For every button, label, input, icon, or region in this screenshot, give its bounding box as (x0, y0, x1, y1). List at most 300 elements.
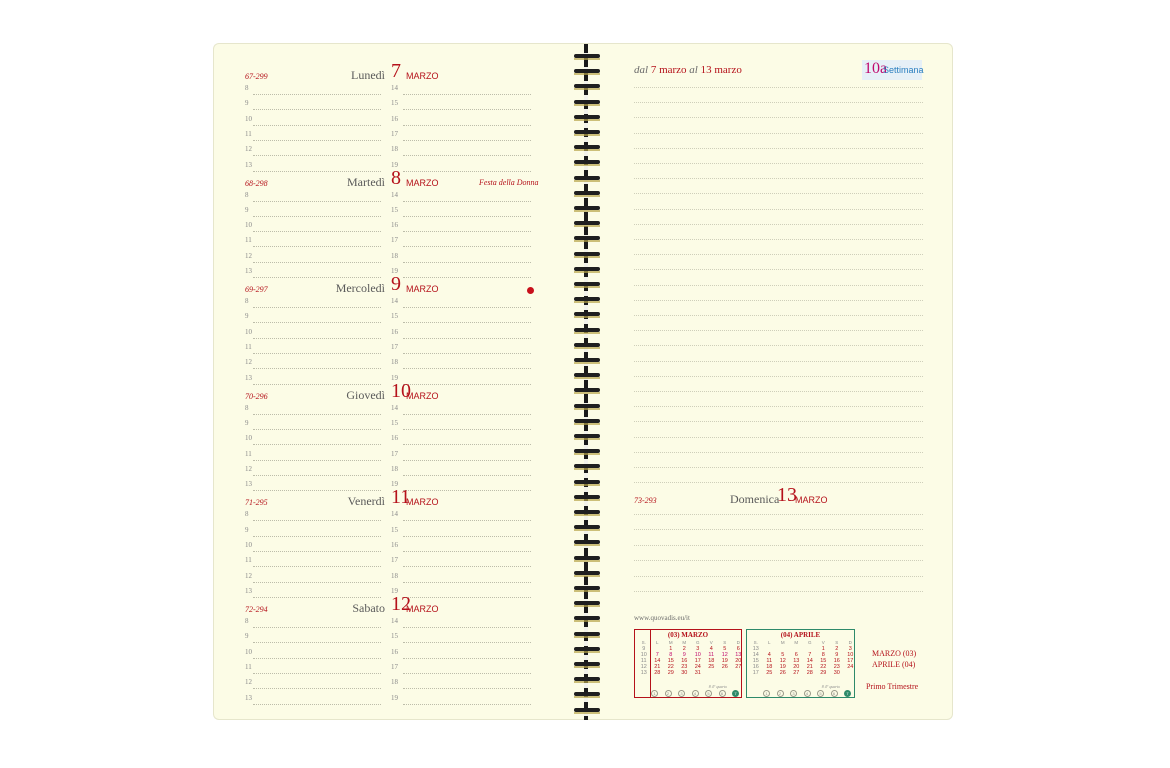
hour-label: 12 (245, 251, 252, 260)
day-code: 70-296 (245, 391, 268, 401)
week-number-cell: 16 (752, 664, 759, 670)
spiral-ring (574, 495, 600, 499)
writing-line (253, 490, 381, 491)
writing-line (253, 353, 381, 354)
spiral-ring (574, 571, 600, 575)
date-cell: 24 (694, 664, 701, 670)
date-cell: 23 (681, 664, 688, 670)
week-number-cell: 15 (752, 658, 759, 664)
date-cell (705, 670, 719, 676)
hour-row[interactable] (243, 417, 535, 432)
hour-row[interactable] (243, 234, 535, 249)
day-month: MARZO (406, 71, 439, 81)
hour-row[interactable] (243, 615, 535, 630)
writing-line (253, 246, 381, 247)
writing-line (403, 246, 531, 247)
date-cell: 2 (835, 646, 839, 652)
writing-line (253, 460, 381, 461)
weekday-header: S. (753, 640, 758, 645)
hour-row[interactable] (243, 159, 535, 174)
week-range (634, 64, 742, 76)
spiral-ring (574, 388, 600, 392)
spiral-ring (574, 297, 600, 301)
note-line[interactable] (634, 239, 923, 240)
spiral-ring (574, 236, 600, 240)
spiral-ring (574, 252, 600, 256)
weekday-header: L (655, 640, 659, 645)
spiral-ring (574, 647, 600, 651)
sunday-code: 73-293 (634, 496, 657, 505)
hour-label: 10 (245, 434, 252, 443)
hour-label: 11 (245, 662, 252, 671)
hour-label: 11 (245, 449, 252, 458)
sunday-number: 13 (777, 484, 797, 506)
hour-label: 16 (391, 540, 398, 549)
moon-phase-icon: 4 (804, 690, 811, 697)
note-line[interactable] (634, 391, 923, 392)
hour-label: 13 (245, 267, 252, 276)
spiral-ring (574, 556, 600, 560)
spiral-ring (574, 115, 600, 119)
month-legend-april: APRILE (04) (872, 660, 916, 669)
hour-label: 12 (245, 145, 252, 154)
hour-row[interactable] (243, 508, 535, 523)
writing-line (403, 231, 531, 232)
website-link[interactable]: www.quovadis.eu/it (634, 614, 690, 622)
hour-row[interactable] (243, 676, 535, 691)
hour-label: 8 (245, 84, 249, 92)
note-line[interactable] (634, 330, 923, 331)
hour-label: 10 (245, 221, 252, 230)
day-name: Lunedì (351, 68, 385, 82)
spiral-ring (574, 84, 600, 88)
date-cell: 18 (708, 658, 715, 664)
hour-row[interactable] (243, 402, 535, 417)
day-number: 10 (391, 379, 411, 402)
note-line[interactable] (634, 376, 923, 377)
writing-line (403, 414, 531, 415)
date-cell: 1 (669, 646, 673, 652)
note-line[interactable] (634, 178, 923, 179)
hour-row[interactable] (243, 448, 535, 463)
writing-line (403, 262, 531, 263)
date-cell: 16 (833, 658, 840, 664)
week-range-end-day: 13 (700, 64, 712, 76)
date-cell: 12 (779, 658, 786, 664)
moon-phase-icon: 3 (790, 690, 797, 697)
hour-label: 12 (245, 678, 252, 687)
weekday-header: D (736, 640, 740, 645)
hour-label: 15 (391, 419, 398, 428)
hour-row[interactable] (243, 82, 535, 97)
week-number-box (862, 60, 922, 80)
writing-line (253, 688, 381, 689)
writing-line (253, 125, 381, 126)
moon-phase-icon: 6 (719, 690, 726, 697)
week-number-cell: 14 (752, 652, 759, 658)
moon-phase-icon: 2 (777, 690, 784, 697)
writing-line (253, 444, 381, 445)
week-number-cell: 13 (640, 670, 647, 676)
weekday-header: G (695, 640, 700, 645)
spiral-ring (574, 708, 600, 712)
hour-label: 14 (391, 510, 398, 519)
date-cell: 11 (766, 658, 773, 664)
hour-row[interactable] (243, 646, 535, 661)
date-cell: 26 (779, 670, 786, 676)
hour-label: 9 (245, 525, 249, 534)
writing-line (403, 277, 531, 278)
day-month: MARZO (406, 284, 439, 295)
note-line[interactable] (634, 269, 923, 270)
spiral-ring (574, 586, 600, 590)
date-cell: 15 (820, 658, 827, 664)
hour-row[interactable] (243, 295, 535, 310)
day-name: Martedì (347, 174, 385, 189)
hour-label: 10 (245, 114, 252, 123)
day-number: 7 (391, 60, 401, 82)
hour-row[interactable] (243, 265, 535, 280)
hour-label: 17 (391, 343, 398, 352)
writing-line (253, 704, 381, 705)
hour-row[interactable] (243, 326, 535, 341)
moon-phase-icon: 2 (665, 690, 672, 697)
writing-line (403, 704, 531, 705)
hour-label: 11 (245, 556, 252, 565)
spiral-ring (574, 404, 600, 408)
day-code: 68-298 (245, 178, 268, 188)
date-cell: 17 (694, 658, 701, 664)
quarter-label: Primo Trimestre (866, 682, 919, 691)
hour-label: 19 (391, 586, 398, 595)
note-line[interactable] (634, 514, 923, 515)
writing-line (253, 338, 381, 339)
writing-line (253, 171, 381, 172)
mini-calendar-march (634, 629, 742, 698)
note-line[interactable] (634, 467, 923, 468)
hour-label: 10 (245, 327, 252, 336)
spiral-ring (574, 221, 600, 225)
writing-line (403, 520, 531, 521)
writing-line (253, 109, 381, 110)
date-cell: 25 (766, 670, 773, 676)
day-name: Venerdì (347, 494, 385, 509)
writing-line (403, 155, 531, 156)
hour-row[interactable] (243, 692, 535, 707)
moon-phase-row (763, 690, 858, 697)
hour-row[interactable] (243, 189, 535, 204)
sunday-name: Domenica (730, 492, 780, 506)
week-number-cell: 13 (752, 646, 759, 652)
hour-label: 17 (391, 449, 398, 458)
day-name: Giovedì (346, 387, 385, 402)
mini-calendar-note: 8 4° quarto (821, 684, 840, 689)
moon-phase-icon: 1 (651, 690, 658, 697)
hour-row[interactable] (243, 204, 535, 219)
mini-calendar-grid (749, 640, 857, 676)
date-cell: 25 (708, 664, 715, 670)
weekday-header: S (723, 640, 727, 645)
spiral-ring (574, 419, 600, 423)
day-month: MARZO (406, 497, 439, 508)
date-cell: 13 (793, 658, 800, 664)
hour-row[interactable] (243, 97, 535, 112)
writing-line (403, 597, 531, 598)
weekday-header: M (794, 640, 799, 645)
hour-label: 18 (391, 678, 398, 687)
note-line[interactable] (634, 545, 923, 546)
hour-label: 17 (391, 556, 398, 565)
writing-line (253, 582, 381, 583)
date-cell (844, 670, 858, 676)
hour-label: 19 (391, 267, 398, 276)
hour-row[interactable] (243, 463, 535, 478)
writing-line (253, 216, 381, 217)
day-code: 72-294 (245, 605, 268, 614)
mini-calendar-title: (03) MARZO (667, 631, 709, 639)
note-line[interactable] (634, 209, 923, 210)
mini-calendar-grid (637, 640, 745, 676)
spiral-ring (574, 312, 600, 316)
date-cell: 9 (835, 652, 839, 658)
note-line[interactable] (634, 576, 923, 577)
note-line[interactable] (634, 224, 923, 225)
hour-row[interactable] (243, 113, 535, 128)
hour-label: 8 (245, 190, 249, 199)
hour-label: 19 (391, 160, 398, 169)
date-cell: 11 (708, 652, 715, 658)
writing-line (403, 582, 531, 583)
week-range-start-day: 7 (650, 64, 657, 76)
hour-label: 18 (391, 251, 398, 260)
writing-line (253, 368, 381, 369)
writing-line (403, 551, 531, 552)
day-month: MARZO (406, 390, 439, 401)
note-line[interactable] (634, 163, 923, 164)
date-cell: 3 (848, 646, 852, 652)
day-number: 9 (391, 273, 401, 296)
hour-row[interactable] (243, 143, 535, 158)
writing-line (403, 216, 531, 217)
writing-line (253, 597, 381, 598)
date-cell: 6 (794, 652, 798, 658)
date-cell: 8 (669, 652, 673, 658)
day-name: Sabato (352, 601, 385, 615)
date-cell: 28 (806, 670, 813, 676)
week-number-cell: 9 (642, 646, 646, 652)
hour-row[interactable] (243, 585, 535, 600)
weekday-header: S. (641, 640, 646, 645)
day-number: 8 (391, 166, 401, 189)
writing-line (403, 94, 531, 95)
note-line[interactable] (634, 345, 923, 346)
weekday-header: M (780, 640, 785, 645)
writing-line (403, 429, 531, 430)
spiral-ring (574, 100, 600, 104)
writing-line (253, 642, 381, 643)
spiral-ring (574, 373, 600, 377)
moon-phase-icon: 5 (817, 690, 824, 697)
hour-label: 9 (245, 99, 249, 108)
note-line[interactable] (634, 529, 923, 530)
note-line[interactable] (634, 117, 923, 118)
hour-label: 18 (391, 145, 398, 154)
spiral-ring (574, 692, 600, 696)
spiral-ring (574, 191, 600, 195)
writing-line (253, 322, 381, 323)
note-line[interactable] (634, 285, 923, 286)
hour-label: 14 (391, 297, 398, 306)
date-cell: 19 (721, 658, 728, 664)
writing-line (253, 262, 381, 263)
spiral-ring (574, 145, 600, 149)
note-line[interactable] (634, 148, 923, 149)
hour-row[interactable] (243, 554, 535, 569)
spiral-ring (574, 525, 600, 529)
note-line[interactable] (634, 102, 923, 103)
day-code: 69-297 (245, 285, 268, 295)
note-line[interactable] (634, 193, 923, 194)
writing-line (403, 490, 531, 491)
writing-line (403, 658, 531, 659)
date-cell: 9 (682, 652, 686, 658)
spiral-binding (568, 44, 608, 720)
hour-row[interactable] (243, 524, 535, 539)
week-range-end-month: marzo (714, 64, 742, 76)
hour-row[interactable] (243, 432, 535, 447)
hour-label: 14 (391, 617, 398, 625)
date-cell: 26 (721, 664, 728, 670)
writing-line (403, 171, 531, 172)
note-line[interactable] (634, 315, 923, 316)
date-cell: 1 (821, 646, 825, 652)
date-cell: 20 (793, 664, 800, 670)
writing-line (403, 353, 531, 354)
writing-line (253, 231, 381, 232)
spiral-ring (574, 282, 600, 286)
writing-line (403, 322, 531, 323)
note-line[interactable] (634, 560, 923, 561)
writing-line (403, 688, 531, 689)
writing-line (403, 307, 531, 308)
week-number-cell: 10 (640, 652, 647, 658)
hour-label: 19 (391, 693, 398, 702)
hour-label: 14 (391, 403, 398, 412)
hour-row[interactable] (243, 478, 535, 493)
mini-calendar-title: (04) APRILE (780, 631, 821, 639)
date-cell: 23 (833, 664, 840, 670)
note-line[interactable] (634, 133, 923, 134)
spiral-ring (574, 69, 600, 73)
hour-label: 16 (391, 114, 398, 123)
spiral-ring (574, 677, 600, 681)
day-code: 71-295 (245, 498, 268, 508)
note-line[interactable] (634, 452, 923, 453)
date-cell: 22 (667, 664, 674, 670)
hour-row[interactable] (243, 356, 535, 371)
note-line[interactable] (634, 361, 923, 362)
hour-label: 11 (245, 129, 252, 138)
date-cell: 13 (735, 652, 742, 658)
moon-phase-icon: 7 (732, 690, 739, 697)
spiral-ring (574, 662, 600, 666)
note-line[interactable] (634, 87, 923, 88)
hour-row[interactable] (243, 128, 535, 143)
date-cell: 8 (821, 652, 825, 658)
hour-label: 8 (245, 617, 249, 625)
writing-line (403, 444, 531, 445)
hour-row[interactable] (243, 630, 535, 645)
holiday-label: Festa della Donna (479, 177, 539, 187)
writing-line (253, 94, 381, 95)
writing-line (253, 414, 381, 415)
weekday-header: M (682, 640, 687, 645)
mini-calendar-week (749, 670, 857, 676)
note-line[interactable] (634, 300, 923, 301)
hour-row[interactable] (243, 250, 535, 265)
hour-label: 11 (245, 343, 252, 352)
date-cell: 28 (654, 670, 661, 676)
hour-row[interactable] (243, 341, 535, 356)
spiral-ring (574, 328, 600, 332)
week-range-mid: al (689, 64, 698, 76)
week-label: Settimana (883, 65, 924, 75)
hour-label: 13 (245, 693, 252, 702)
hour-label: 13 (245, 480, 252, 489)
hour-row[interactable] (243, 570, 535, 585)
note-line[interactable] (634, 591, 923, 592)
day-month: MARZO (406, 604, 439, 614)
spiral-ring (574, 343, 600, 347)
hour-label: 18 (391, 464, 398, 473)
hour-label: 14 (391, 190, 398, 199)
date-cell: 4 (709, 646, 713, 652)
spiral-ring (574, 510, 600, 514)
writing-line (403, 125, 531, 126)
date-cell: 30 (681, 670, 688, 676)
moon-phase-row (651, 690, 746, 697)
spiral-ring (574, 176, 600, 180)
spiral-ring (574, 464, 600, 468)
date-cell: 18 (766, 664, 773, 670)
note-line[interactable] (634, 254, 923, 255)
writing-line (403, 475, 531, 476)
hour-label: 15 (391, 632, 398, 641)
hour-row[interactable] (243, 310, 535, 325)
month-legend-march: MARZO (03) (872, 649, 917, 658)
note-line[interactable] (634, 421, 923, 422)
writing-line (403, 566, 531, 567)
moon-phase-icon: 3 (678, 690, 685, 697)
date-cell: 20 (735, 658, 742, 664)
hour-row[interactable] (243, 372, 535, 387)
date-cell: 12 (721, 652, 728, 658)
hour-label: 17 (391, 662, 398, 671)
hour-row[interactable] (243, 219, 535, 234)
hour-label: 12 (245, 464, 252, 473)
hour-row[interactable] (243, 539, 535, 554)
hour-label: 18 (391, 571, 398, 580)
spiral-ring (574, 358, 600, 362)
date-cell: 5 (723, 646, 727, 652)
note-line[interactable] (634, 406, 923, 407)
hour-row[interactable] (243, 661, 535, 676)
date-cell: 30 (833, 670, 840, 676)
hour-label: 11 (245, 236, 252, 245)
writing-line (403, 368, 531, 369)
note-line[interactable] (634, 437, 923, 438)
date-cell (718, 670, 732, 676)
